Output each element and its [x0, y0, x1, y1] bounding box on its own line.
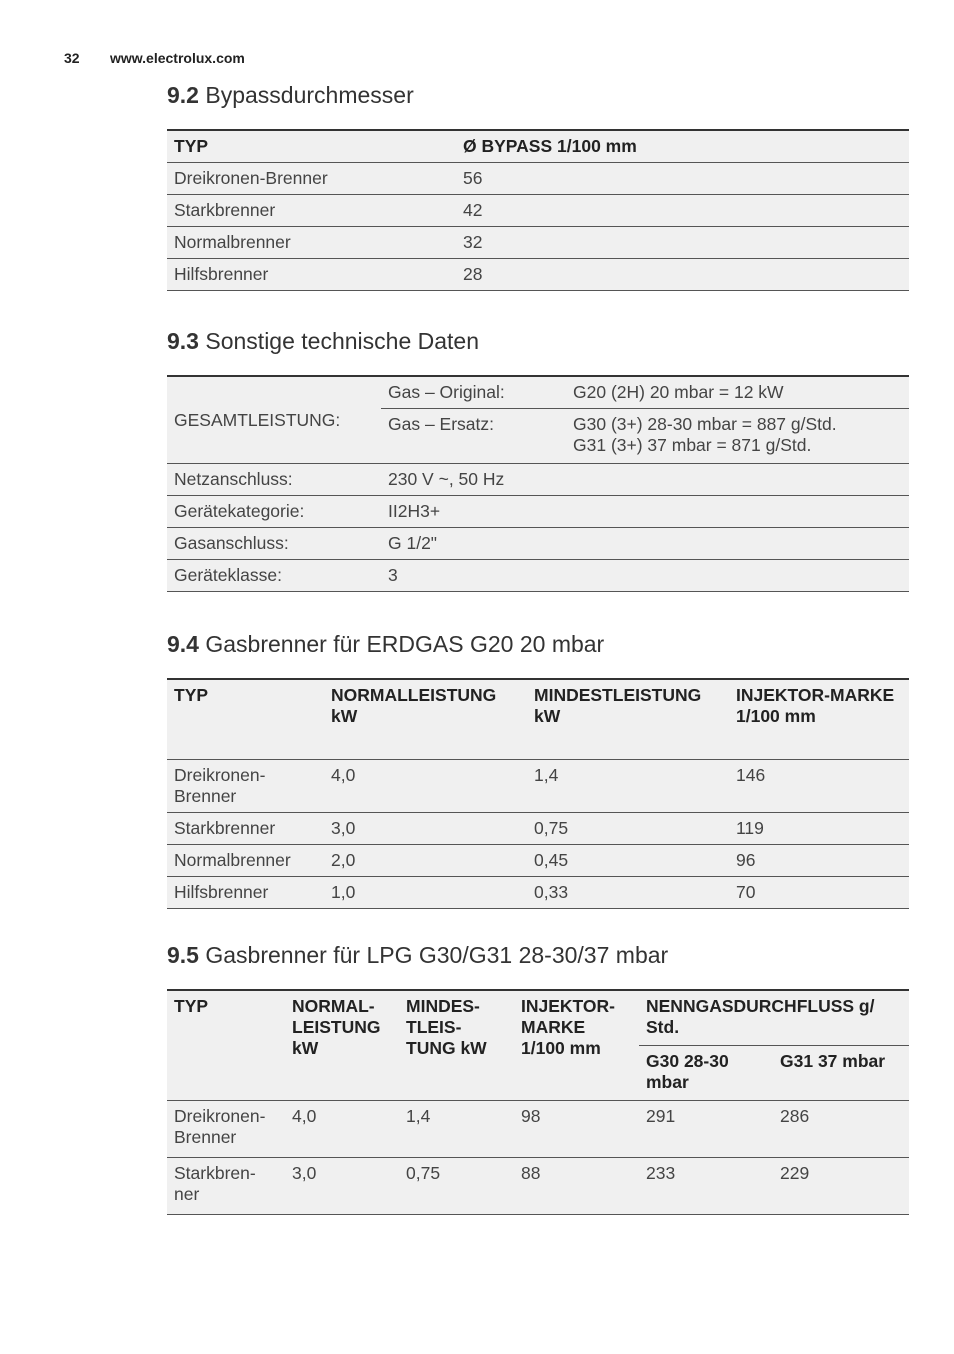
column-subheader: G31 37 mbar: [773, 1046, 909, 1101]
table-row: [167, 1158, 909, 1215]
table-cell: 28: [463, 264, 483, 284]
table-cell: 0,45: [534, 849, 569, 870]
cell-line: G30 (3+) 28-30 mbar = 887 g/Std.: [573, 414, 837, 434]
section-number: 9.5: [167, 942, 199, 968]
table-row: [167, 528, 909, 560]
section-title-9-2: [167, 82, 414, 109]
table-row: [167, 464, 909, 496]
section-heading: Bypassdurchmesser: [205, 82, 414, 108]
column-header: TYP: [167, 130, 456, 163]
table-cell: Normalbrenner: [174, 849, 291, 870]
table-cell: 70: [736, 881, 756, 902]
section-heading: Gasbrenner für ERDGAS G20 20 mbar: [205, 631, 605, 657]
table-cell: 286: [780, 1106, 810, 1126]
table-cell: 1,4: [534, 764, 559, 785]
table-cell: 146: [736, 764, 766, 785]
column-header: TYP: [167, 990, 285, 1101]
page-number: 32: [64, 50, 80, 66]
table-cell: Geräteklasse:: [174, 565, 282, 585]
table-cell: 96: [736, 849, 756, 870]
table-cell: Starkbren-ner: [174, 1163, 256, 1204]
table-cell: GESAMTLEISTUNG:: [167, 376, 381, 464]
table-header-row: [167, 679, 909, 759]
section-heading: Gasbrenner für LPG G30/G31 28-30/37 mbar: [205, 942, 669, 968]
column-header: MINDESTLEISTUNG kW: [527, 679, 729, 759]
table-row: [167, 844, 909, 876]
column-header: TYP: [167, 679, 324, 759]
table-cell: 4,0: [331, 764, 356, 785]
table-cell: 229: [780, 1163, 810, 1183]
table-cell: 119: [736, 817, 764, 838]
table-row: [167, 376, 909, 409]
table-row: [167, 163, 909, 195]
table-cell: II2H3+: [388, 501, 441, 521]
table-cell: G20 (2H) 20 mbar = 12 kW: [573, 382, 784, 402]
table-header-row: [167, 130, 909, 163]
section-title-9-5: [167, 942, 668, 969]
table-cell: 1,0: [331, 881, 356, 902]
table-row: [167, 1101, 909, 1158]
column-header: INJEKTOR-MARKE 1/100 mm: [514, 990, 639, 1101]
table-cell: 2,0: [331, 849, 356, 870]
table-cell: Hilfsbrenner: [174, 881, 269, 902]
column-header: INJEKTOR-MARKE 1/100 mm: [729, 679, 909, 759]
column-header: MINDES-TLEIS-TUNG kW: [399, 990, 514, 1101]
table-cell: 0,33: [534, 881, 569, 902]
table-row: [167, 195, 909, 227]
table-cell: Gas – Original:: [388, 382, 505, 402]
table-row: [167, 560, 909, 592]
table-cell: Gasanschluss:: [174, 533, 289, 553]
table-cell: 3,0: [292, 1163, 317, 1183]
table-cell: Dreikronen-Brenner: [174, 168, 328, 188]
website-url: www.electrolux.com: [110, 50, 245, 66]
table-cell: 0,75: [406, 1163, 441, 1183]
table-cell: Netzanschluss:: [174, 469, 293, 489]
table-cell: Normalbrenner: [174, 232, 291, 252]
table-cell: 56: [463, 168, 483, 188]
column-header: Ø BYPASS 1/100 mm: [456, 130, 909, 163]
section-number: 9.2: [167, 82, 199, 108]
column-header: NENNGASDURCHFLUSS g/ Std.: [639, 990, 909, 1046]
table-cell: Starkbrenner: [174, 817, 276, 838]
table-cell: [566, 409, 909, 464]
table-cell: 0,75: [534, 817, 569, 838]
table-cell: 233: [646, 1163, 676, 1183]
technical-data-table: [167, 375, 909, 592]
column-header: NORMAL-LEISTUNG kW: [285, 990, 399, 1101]
table-cell: 1,4: [406, 1106, 431, 1126]
table-cell: 42: [463, 200, 483, 220]
table-row: [167, 227, 909, 259]
table-cell: 230 V ~, 50 Hz: [388, 469, 505, 489]
column-header: NORMALLEISTUNG kW: [324, 679, 527, 759]
natural-gas-burner-table: [167, 678, 909, 909]
lpg-burner-table: [167, 989, 909, 1215]
section-number: 9.3: [167, 328, 199, 354]
section-heading: Sonstige technische Daten: [205, 328, 479, 354]
section-title-9-3: [167, 328, 479, 355]
page-header: [64, 50, 245, 66]
table-row: [167, 876, 909, 908]
cell-line: G31 (3+) 37 mbar = 871 g/Std.: [573, 435, 812, 455]
table-cell: 4,0: [292, 1106, 317, 1126]
table-cell: Gerätekategorie:: [174, 501, 305, 521]
table-cell: Gas – Ersatz:: [381, 409, 566, 464]
section-number: 9.4: [167, 631, 199, 657]
table-row: [167, 759, 909, 812]
table-cell: 291: [646, 1106, 676, 1126]
bypass-table: [167, 129, 909, 291]
table-cell: Dreikronen-Brenner: [174, 764, 266, 806]
table-cell: 3: [388, 565, 398, 585]
table-cell: 98: [521, 1106, 541, 1126]
column-subheader: G30 28-30 mbar: [639, 1046, 773, 1101]
table-cell: Starkbrenner: [174, 200, 276, 220]
table-header-row: [167, 990, 909, 1046]
table-row: [167, 812, 909, 844]
table-cell: Hilfsbrenner: [174, 264, 269, 284]
table-cell: G 1/2": [388, 533, 438, 553]
table-cell: 88: [521, 1163, 541, 1183]
table-cell: 32: [463, 232, 483, 252]
section-title-9-4: [167, 631, 604, 658]
table-row: [167, 259, 909, 291]
table-cell: Dreikronen-Brenner: [174, 1106, 266, 1147]
table-row: [167, 496, 909, 528]
table-cell: 3,0: [331, 817, 356, 838]
